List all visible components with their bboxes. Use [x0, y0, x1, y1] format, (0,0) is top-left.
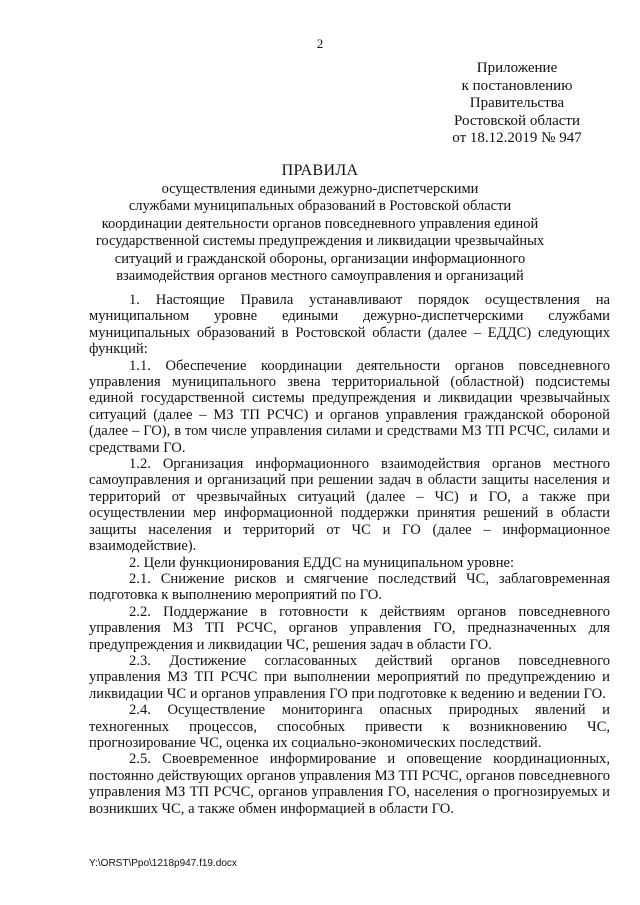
- footer-file-path: Y:\ORST\Ppo\1218p947.f19.docx: [89, 858, 237, 869]
- subtitle-line: координации деятельности органов повседневного управления единой: [101, 215, 539, 232]
- paragraph-2-4: 2.4. Осуществление мониторинга опасных природных явлений и техногенных процессов, способных привести к возникновению ЧС, прогнозирование ЧС, оценка их социально-экономических последствий.: [89, 702, 610, 751]
- subtitle-line: государственной системы предупреждения и ликвидации чрезвычайных: [95, 233, 545, 250]
- appendix-line: Правительства: [469, 95, 565, 111]
- subtitle-line: ситуаций и гражданской обороны, организации информационного: [114, 250, 526, 267]
- paragraph-2-2: 2.2. Поддержание в готовности к действиям органов повседневного управления МЗ ТП РСЧС, органов управления ГО, предназначенных для предупреждения и ликвидации ЧС, решения задач в области ГО.: [89, 603, 610, 653]
- paragraph-1: 1. Настоящие Правила устанавливают порядок осуществления на муниципальном уровне едиными дежурно-диспетчерскими службами муниципальных образований в Ростовской области (далее – ЕДДС) следующих функций:: [89, 292, 610, 358]
- paragraph-1-2: 1.2. Организация информационного взаимодействия органов местного самоуправления и организаций при решении задач в области защиты населения и территорий от чрезвычайных ситуаций (далее – ЧС) и ГО, а также при осуществлении мер информационной поддержки принятия решений в области защиты населения и территорий от ЧС и ГО (далее – информационное взаимодействие).: [89, 456, 610, 555]
- document-title: ПРАВИЛА: [281, 162, 359, 179]
- page-number: 2: [316, 36, 324, 51]
- document-body: [89, 292, 610, 817]
- paragraph-2-3: 2.3. Достижение согласованных действий органов повседневного управления МЗ ТП РСЧС при выполнении мероприятий по предупреждению и ликвидации ЧС и органов управления ГО при подготовке к ведению и ведении ГО.: [89, 652, 610, 702]
- appendix-block: [432, 60, 602, 148]
- appendix-line: к постановлению: [461, 77, 573, 94]
- subtitle-line: взаимодействия органов местного самоуправления и организаций: [116, 268, 524, 285]
- appendix-line: Ростовской области: [454, 112, 580, 129]
- subtitle-line: осуществления едиными дежурно-диспетчерскими: [161, 181, 479, 197]
- paragraph-1-1: 1.1. Обеспечение координации деятельности органов повседневного управления муниципального звена территориальной (областной) подсистемы единой государственной системы предупреждения и ликвидации чрезвычайных ситуаций (далее – МЗ ТП РСЧС) и органов управления гражданской обороной (далее – ГО), в том числе управления силами и средствами МЗ ТП РСЧС, силами и средствами ГО.: [89, 357, 610, 456]
- paragraph-2: 2. Цели функционирования ЕДДС на муниципальном уровне:: [129, 554, 515, 571]
- paragraph-2-5: 2.5. Своевременное информирование и оповещение координационных, постоянно действующих органов управления МЗ ТП РСЧС, органов повседневного управления МЗ ТП РСЧС, органов управления ГО, населения о прогнозируемых и возникших ЧС, а также обмен информацией в области ГО.: [89, 751, 611, 817]
- appendix-line: Приложение: [476, 60, 558, 76]
- subtitle-line: службами муниципальных образований в Ростовской области: [128, 198, 512, 215]
- appendix-line: от 18.12.2019 № 947: [452, 130, 582, 146]
- document-subtitle: [60, 181, 580, 285]
- paragraph-2-1: 2.1. Снижение рисков и смягчение последствий ЧС, заблаговременная подготовка к выполнению мероприятий по ГО.: [89, 570, 610, 604]
